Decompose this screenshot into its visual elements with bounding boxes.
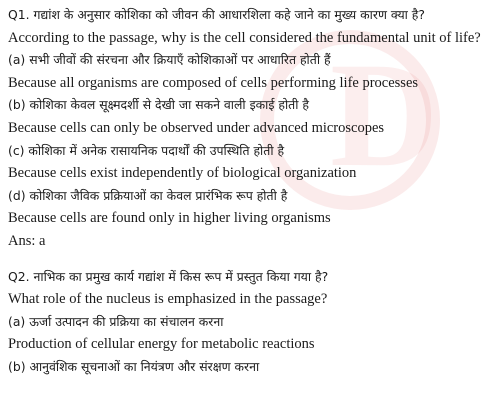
q2-option-b-hindi: (b) आनुवंशिक सूचनाओं का नियंत्रण और संरक्षण करना [8,358,260,374]
option-b-english: Because cells can only be observed under advanced microscopes [8,119,385,136]
option-b-hindi: (b) कोशिका केवल सूक्ष्मदर्शी से देखी जा सकने वाली इकाई होती है [8,97,309,113]
q2-option-a-english: Production of cellular energy for metabolic reactions [8,336,315,353]
question-1-text-hindi: Q1. गद्यांश के अनुसार कोशिका को जीवन की आधारशिला कहे जाने का मुख्य कारण क्या है? [8,7,425,22]
question-2 [8,266,492,379]
question-2-text-hindi: Q2. नाभिक का प्रमुख कार्य गद्यांश में किस रूप में प्रस्तुत किया गया है? [8,268,329,284]
answer: Ans: a [8,232,46,249]
question-spacer [8,253,492,266]
question-1-text-english: According to the passage, why is the cell considered the fundamental unit of life? [8,29,481,46]
option-a-hindi: (a) सभी जीवों की संरचना और क्रियाएँ कोशिकाओं पर आधारित होती हैं [8,52,331,68]
watermark-logo: D [330,32,439,198]
question-2-text-english: What role of the nucleus is emphasized in the passage? [8,291,328,308]
option-d-hindi: (d) कोशिका जैविक प्रक्रियाओं का केवल प्रारंभिक रूप होती है [8,187,288,203]
q2-option-a-hindi: (a) ऊर्जा उत्पादन की प्रक्रिया का संचालन करना [8,313,224,329]
question-1 [8,4,492,253]
option-c-hindi: (c) कोशिका में अनेक रासायनिक पदार्थों की उपस्थिति होती है [8,142,285,158]
option-c-english: Because cells exist independently of biological organization [8,165,357,182]
option-a-english: Because all organisms are composed of cells performing life processes [8,74,419,91]
option-d-english: Because cells are found only in higher living organisms [8,210,331,227]
